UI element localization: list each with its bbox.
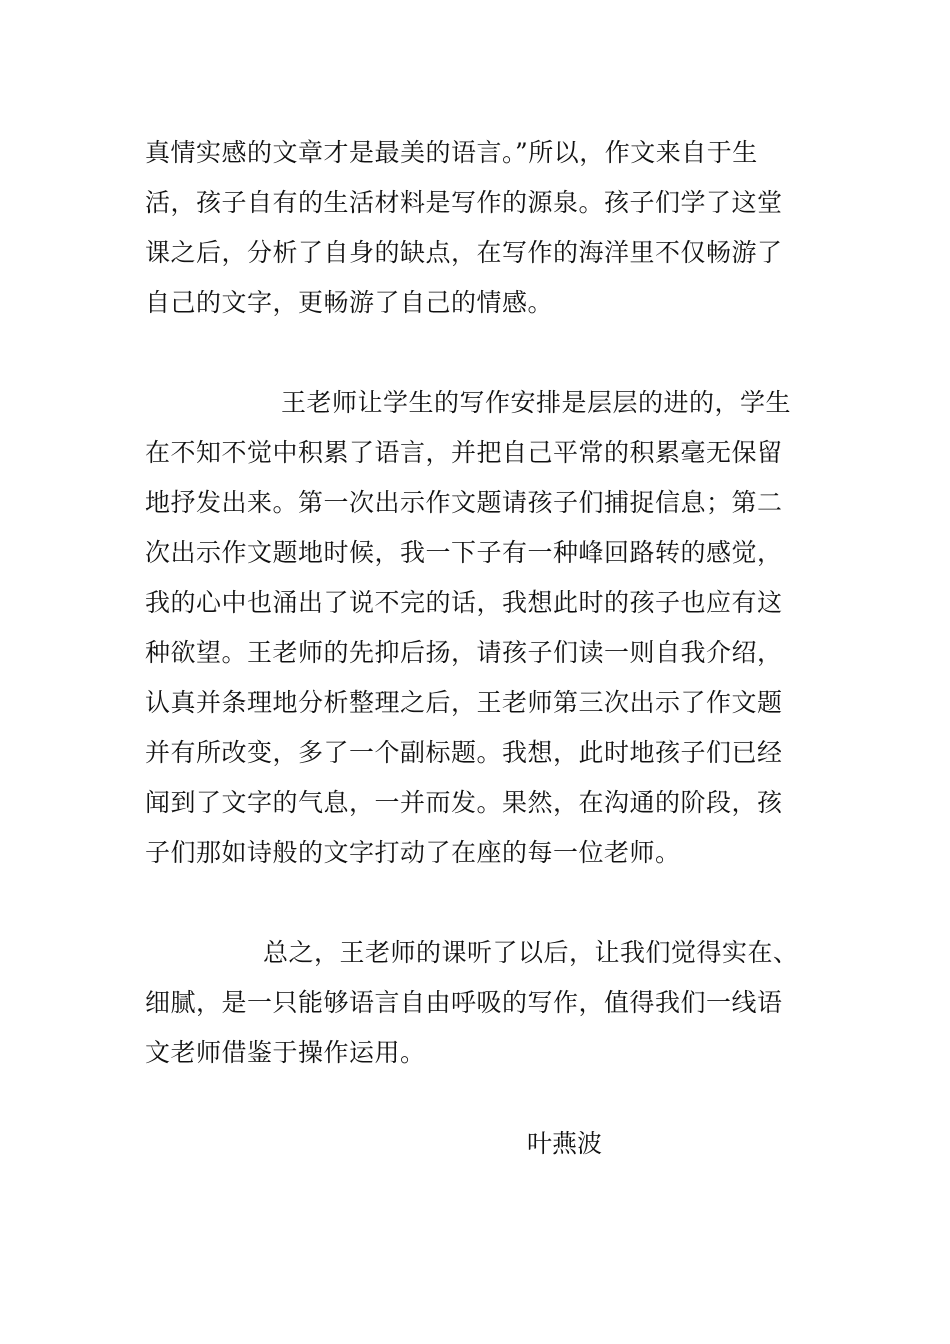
paragraph-1-line-3: 课之后，分析了自身的缺点，在写作的海洋里不仅畅游了 <box>145 238 783 267</box>
paragraph-2-line-9: 闻到了文字的气息，一并而发。果然，在沟通的阶段，孩 <box>145 788 783 817</box>
author-signature: 叶燕波 <box>527 1129 603 1158</box>
paragraph-3-line-3: 文老师借鉴于操作运用。 <box>145 1038 426 1067</box>
paragraph-2-line-1: 王老师让学生的写作安排是层层的进的，学生 <box>281 388 792 417</box>
paragraph-2-line-10: 子们那如诗般的文字打动了在座的每一位老师。 <box>145 838 681 867</box>
paragraph-2-line-4: 次出示作文题地时候，我一下子有一种峰回路转的感觉， <box>145 538 783 567</box>
paragraph-1-line-4: 自己的文字，更畅游了自己的情感。 <box>145 288 554 317</box>
paragraph-2-line-6: 种欲望。王老师的先抑后扬，请孩子们读一则自我介绍， <box>145 638 783 667</box>
paragraph-2-line-8: 并有所改变，多了一个副标题。我想，此时地孩子们已经 <box>145 738 783 767</box>
paragraph-2-line-3: 地抒发出来。第一次出示作文题请孩子们捕捉信息；第二 <box>145 488 783 517</box>
paragraph-2-line-7: 认真并条理地分析整理之后，王老师第三次出示了作文题 <box>145 688 783 717</box>
paragraph-2-line-5: 我的心中也涌出了说不完的话，我想此时的孩子也应有这 <box>145 588 783 617</box>
paragraph-3-line-2: 细腻，是一只能够语言自由呼吸的写作，值得我们一线语 <box>145 988 783 1017</box>
paragraph-3-line-1: 总之，王老师的课听了以后，让我们觉得实在、 <box>263 938 799 967</box>
paragraph-1-line-1: 真情实感的文章才是最美的语言。”所以，作文来自于生 <box>145 138 758 167</box>
paragraph-2-line-2: 在不知不觉中积累了语言，并把自己平常的积累毫无保留 <box>145 438 783 467</box>
paragraph-1-line-2: 活，孩子自有的生活材料是写作的源泉。孩子们学了这堂 <box>145 188 783 217</box>
